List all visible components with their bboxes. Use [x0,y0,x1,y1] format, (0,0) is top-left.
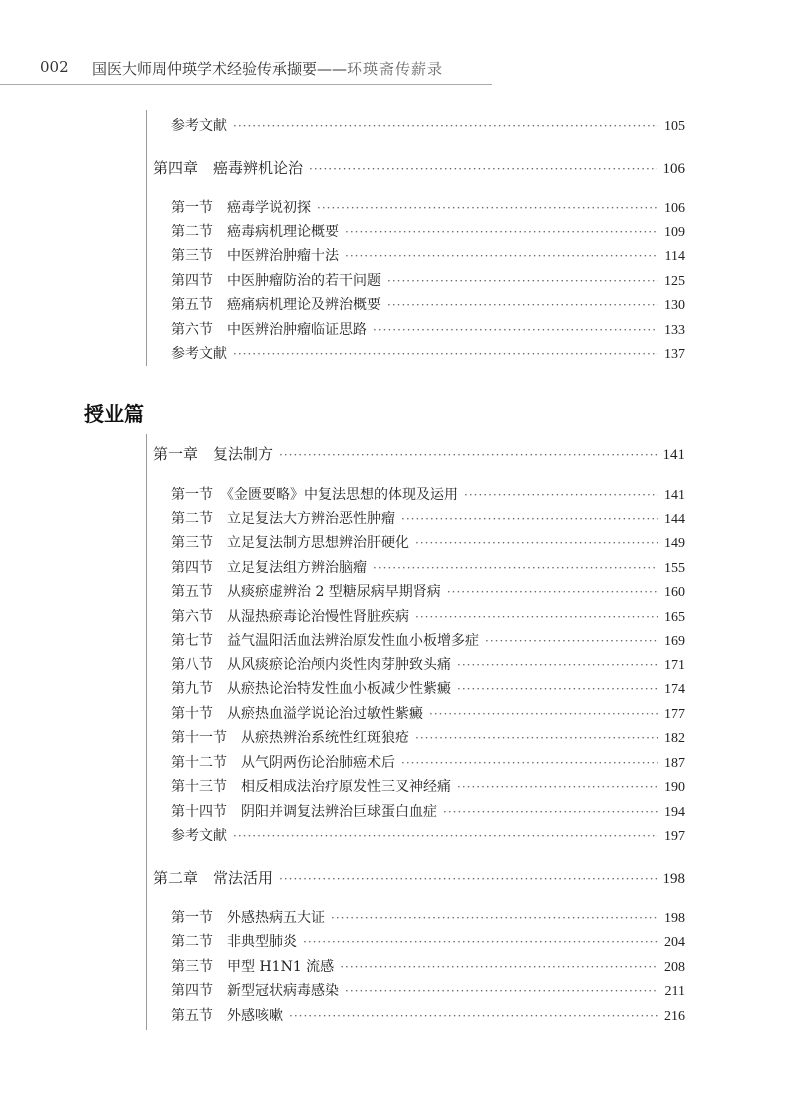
toc-section-row [171,557,685,577]
book-title-main: 国医大师周仲瑛学术经验传承撷要—— [92,60,348,78]
toc-page-number: 149 [664,536,685,551]
toc-page-number: 194 [664,805,685,820]
dot-leader [331,911,658,923]
toc-entry-title: 第十三节 相反相成法治疗原发性三叉神经痛 [171,779,451,795]
dot-leader [415,536,658,548]
toc-entry-title: 第一章 复法制方 [153,445,274,463]
toc-page-number: 109 [664,225,685,240]
toc-section-row [171,319,685,339]
part-title: 授业篇 [84,402,144,426]
toc-entry-title: 第九节 从瘀热论治特发性血小板减少性紫癜 [171,681,451,697]
toc-entry-title: 第四章 癌毒辨机论治 [153,159,304,177]
dot-leader [345,249,659,261]
toc-page-number: 216 [664,1009,685,1024]
dot-leader [401,512,658,524]
dot-leader [443,805,658,817]
toc-entry-title: 第五节 从痰瘀虚辨治 2 型糖尿病早期肾病 [171,584,441,600]
toc-entry-title: 第五节 外感咳嗽 [171,1008,283,1024]
toc-entry-title: 第六节 从湿热瘀毒论治慢性肾脏疾病 [171,609,409,625]
toc-section-row [171,776,685,796]
toc-entry-title: 第一节 癌毒学说初探 [171,200,311,216]
toc-page-number: 190 [664,780,685,795]
dot-leader [387,298,658,310]
toc-page-number: 106 [662,161,685,177]
dot-leader [485,634,658,646]
toc-section-row [171,956,685,976]
dot-leader [415,610,658,622]
dot-leader [401,756,658,768]
toc-page-number: 130 [664,298,685,313]
toc-entry-title: 参考文献 [171,118,227,134]
toc-page-number: 198 [662,871,685,887]
toc-page-number: 198 [664,911,685,926]
toc-page-number: 105 [664,119,685,134]
toc-entry-title: 参考文献 [171,828,227,844]
toc-page-number: 169 [664,634,685,649]
dot-leader [309,162,656,174]
toc-section-row [171,703,685,723]
toc-page-number: 141 [664,488,685,503]
toc-section-row [171,270,685,290]
dot-leader [279,448,656,460]
toc-entry-title: 第二节 非典型肺炎 [171,934,297,950]
toc-page-number: 144 [664,512,685,527]
toc-entry-title: 第二节 癌毒病机理论概要 [171,224,339,240]
toc-page-number: 187 [664,756,685,771]
toc-page-number: 182 [664,731,685,746]
toc-entry-title: 第二章 常法活用 [153,869,274,887]
toc-entry-title: 第五节 癌痛病机理论及辨治概要 [171,297,381,313]
dot-leader [317,201,658,213]
toc-entry-title: 第六节 中医辨治肿瘤临证思路 [171,322,367,338]
dot-leader [233,829,658,841]
dot-leader [345,984,659,996]
toc-section-row [171,801,685,821]
toc-page-number: 114 [664,249,685,264]
toc-entry-title: 第一节 《金匮要略》中复法思想的体现及运用 [171,487,458,503]
dot-leader [233,347,658,359]
toc-section-row [171,197,685,217]
toc-entry-title: 第一节 外感热病五大证 [171,910,325,926]
toc-entry-title: 第七节 益气温阳活血法辨治原发性血小板增多症 [171,633,479,649]
dot-leader [429,707,658,719]
dot-leader [279,872,656,884]
toc-page-number: 208 [664,960,685,975]
toc-page-number: 125 [664,274,685,289]
dot-leader [457,682,658,694]
toc-entry-title: 第八节 从风痰瘀论治颅内炎性肉芽肿致头痛 [171,657,451,673]
toc-entry-title: 第四节 中医肿瘤防治的若干问题 [171,273,381,289]
dot-leader [457,780,658,792]
toc-chapter-row [153,443,685,464]
toc-page-number: 197 [664,829,685,844]
toc-section-row [171,343,685,363]
toc-page-number: 141 [662,447,685,463]
toc-page-number: 171 [664,658,685,673]
dot-leader [289,1009,658,1021]
toc-page-number: 155 [664,561,685,576]
toc-chapter-row [153,157,685,178]
dot-leader [233,119,658,131]
toc-section-row [171,752,685,772]
toc-block-upper [146,110,685,366]
toc-section-row [171,245,685,265]
dot-leader [415,731,658,743]
toc-section-row [171,115,685,135]
toc-page-number: 106 [664,201,685,216]
toc-entry-title: 第二节 立足复法大方辨治恶性肿瘤 [171,511,395,527]
toc-page-number: 211 [664,984,685,999]
toc-page-number: 174 [664,682,685,697]
toc-entry-title: 第三节 立足复法制方思想辨治肝硬化 [171,535,409,551]
toc-page-number: 137 [664,347,685,362]
toc-entry-title: 第十四节 阴阳并调复法辨治巨球蛋白血症 [171,804,437,820]
dot-leader [373,561,658,573]
dot-leader [447,585,658,597]
toc-entry-title: 第十节 从瘀热血溢学说论治过敏性紫癜 [171,706,423,722]
toc-section-row [171,931,685,951]
toc-page-number: 160 [664,585,685,600]
toc-section-row [171,727,685,747]
dot-leader [373,323,658,335]
toc-section-row [171,606,685,626]
toc-section-row [171,484,685,504]
toc-section-row [171,980,685,1000]
dot-leader [464,488,658,500]
toc-block-lower [146,434,685,1030]
book-title [92,58,443,79]
toc-page-number: 204 [664,935,685,950]
toc-page-number: 133 [664,323,685,338]
toc-section-row [171,581,685,601]
toc-section-row [171,654,685,674]
dot-leader [457,658,658,670]
toc-entry-title: 第三节 甲型 H1N1 流感 [171,959,335,975]
page-number: 002 [40,58,69,76]
toc-page-number: 165 [664,610,685,625]
book-subtitle: 环瑛斋传薪录 [347,60,444,78]
dot-leader [345,225,658,237]
toc-entry-title: 第三节 中医辨治肿瘤十法 [171,248,339,264]
toc-section-row [171,221,685,241]
toc-entry-title: 第十二节 从气阴两伤论治肺癌术后 [171,755,395,771]
toc-section-row [171,508,685,528]
toc-section-row [171,630,685,650]
toc-entry-title: 第四节 立足复法组方辨治脑瘤 [171,560,367,576]
toc-section-row [171,825,685,845]
toc-section-row [171,532,685,552]
dot-leader [387,274,658,286]
toc-section-row [171,678,685,698]
toc-section-row [171,1005,685,1025]
toc-section-row [171,907,685,927]
header-rule [0,84,492,85]
dot-leader [340,960,658,972]
dot-leader [303,935,658,947]
toc-entry-title: 第十一节 从瘀热辨治系统性红斑狼疮 [171,730,409,746]
toc-page-number: 177 [664,707,685,722]
toc-chapter-row [153,867,685,888]
running-header [0,0,800,84]
toc-entry-title: 第四节 新型冠状病毒感染 [171,983,339,999]
toc-entry-title: 参考文献 [171,346,227,362]
toc-section-row [171,294,685,314]
